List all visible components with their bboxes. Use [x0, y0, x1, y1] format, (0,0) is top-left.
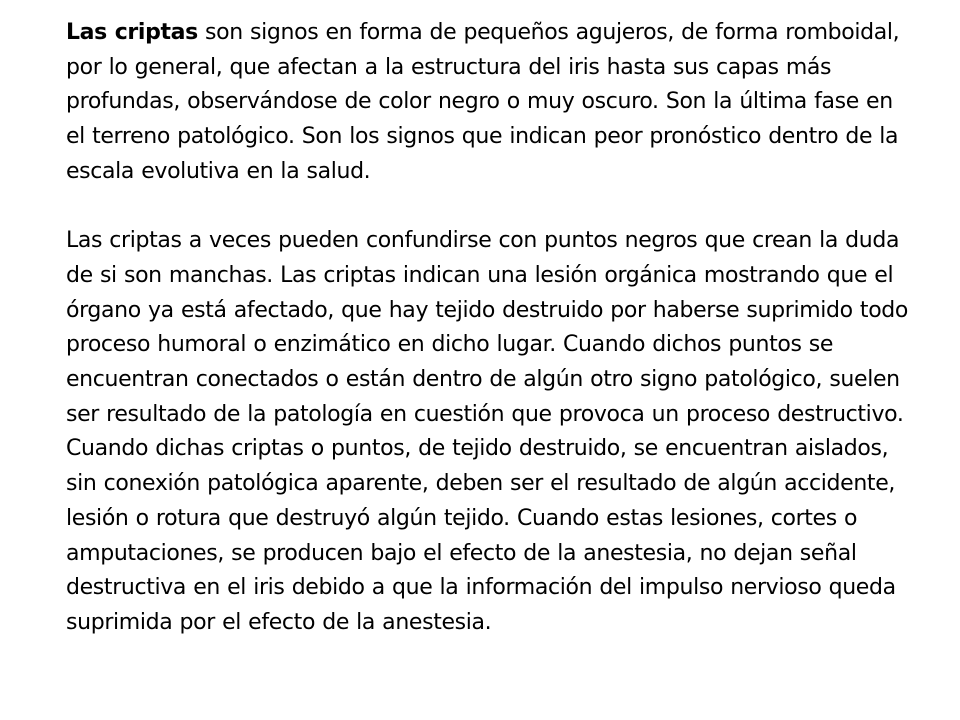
paragraph-text: Las criptas a veces pueden confundirse con puntos negros que crean la duda de si son manchas. Las criptas indican una lesión orgánica mostrando que el órgano ya está afectado, que hay tejido destruido por haberse suprimido todo proceso humoral o enzimático en dicho lugar. Cuando dichos puntos se encuentran conectados o están dentro de algún otro signo patológico, suelen ser resultado de la patología en cuestión que provoca un proceso destructivo. Cuando dichas criptas o puntos, de tejido destruido, se encuentran aislados, sin conexión patológica aparente, deben ser el resultado de algún accidente, lesión o rotura que destruyó algún tejido. Cuando estas lesiones, cortes o amputaciones, se producen bajo el efecto de la anestesia, no dejan señal destructiva en el iris debido a que la información del impulso nervioso queda suprimida por el efecto de la anestesia.	[66, 228, 909, 635]
paragraph-criptas-definition	[66, 16, 912, 190]
bold-term: Las criptas	[66, 20, 198, 45]
paragraph-text: son signos en forma de pequeños agujeros, de forma romboidal, por lo general, que afectan a la estructura del iris hasta sus capas más profundas, observándose de color negro o muy oscuro. Son la última fase en el terreno patológico. Son los signos que indican peor pronóstico dentro de la escala evolutiva en la salud.	[66, 20, 900, 184]
paragraph-criptas-details	[66, 224, 912, 640]
body-text	[66, 16, 912, 641]
